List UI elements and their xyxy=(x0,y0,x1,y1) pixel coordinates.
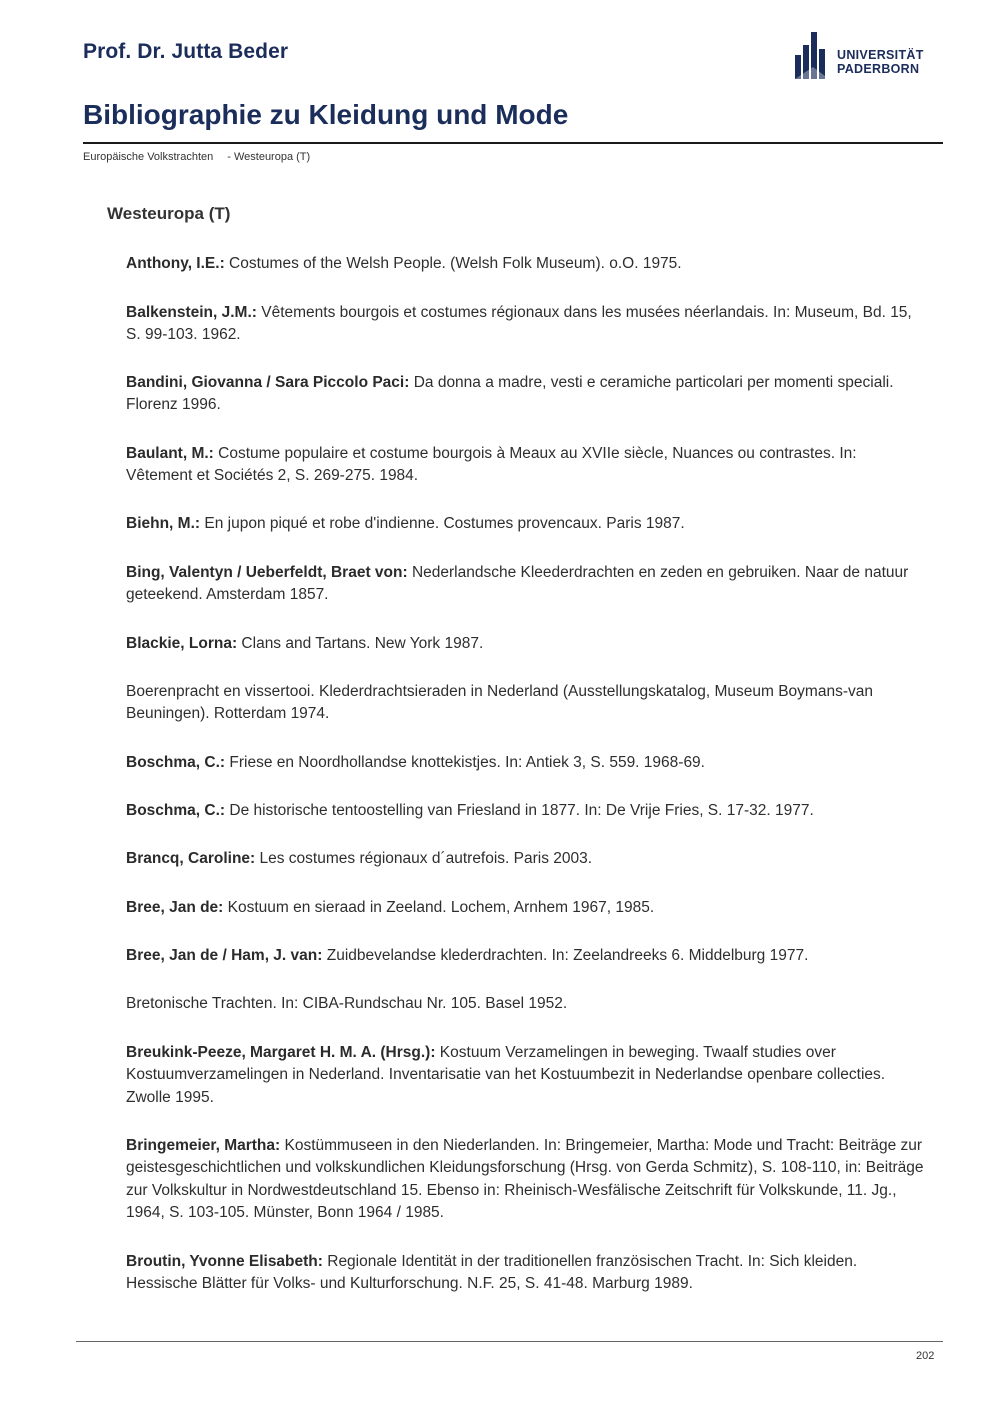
title-divider xyxy=(83,142,943,144)
entry-author: Broutin, Yvonne Elisabeth: xyxy=(126,1253,323,1270)
entry-text: Costumes of the Welsh People. (Welsh Folk Museum). o.O. 1975. xyxy=(224,255,682,272)
bibliography-entry xyxy=(126,513,926,535)
entry-text: Kostuum Verzamelingen in beweging. Twaalf studies over Kostuumverzamelingen in Nederland. Inventarisatie van het Kostuumbezit in Nederlandse openbare collecties. Zwolle 1995. xyxy=(126,1044,886,1106)
bibliography-entry xyxy=(126,1042,926,1109)
bibliography-entry xyxy=(126,562,926,607)
entry-text: De historische tentoostelling van Friesland in 1877. In: De Vrije Fries, S. 17-32. 1977. xyxy=(225,802,814,819)
bibliography-entry xyxy=(126,848,926,870)
entry-author: Biehn, M.: xyxy=(126,515,201,532)
bibliography-entry xyxy=(126,253,926,275)
entry-author: Balkenstein, J.M.: xyxy=(126,304,257,321)
entry-author: Baulant, M.: xyxy=(126,445,214,462)
entry-author: Bandini, Giovanna / Sara Piccolo Paci: xyxy=(126,374,410,391)
bibliography-entry xyxy=(126,443,926,488)
entry-text: En jupon piqué et robe d'indienne. Costumes provencaux. Paris 1987. xyxy=(200,515,685,532)
entry-text: Les costumes régionaux d´autrefois. Paris 2003. xyxy=(255,850,593,867)
section-heading: Westeuropa (T) xyxy=(107,204,231,223)
university-logo xyxy=(793,31,943,81)
entry-author: Anthony, I.E.: xyxy=(126,255,225,272)
entry-text: Friese en Noordhollandse knottekistjes. In: Antiek 3, S. 559. 1968-69. xyxy=(225,754,705,771)
entry-author: Bree, Jan de: xyxy=(126,899,224,916)
entry-text: Bretonische Trachten. In: CIBA-Rundschau Nr. 105. Basel 1952. xyxy=(126,995,568,1012)
entry-author: Brancq, Caroline: xyxy=(126,850,256,867)
entry-author: Blackie, Lorna: xyxy=(126,635,238,652)
logo-line-1: UNIVERSITÄT xyxy=(837,48,924,62)
university-logo-icon xyxy=(793,31,833,81)
bibliography-entry xyxy=(126,633,926,655)
entry-text: Vêtements bourgois et costumes régionaux dans les musées néerlandais. In: Museum, Bd. 15, S. 99-103. 1962. xyxy=(126,304,912,344)
author-name: Prof. Dr. Jutta Beder xyxy=(83,40,289,63)
logo-line-2: PADERBORN xyxy=(837,62,920,76)
entry-text: Clans and Tartans. New York 1987. xyxy=(237,635,484,652)
entry-text: Costume populaire et costume bourgois à Meaux au XVIIe siècle, Nuances ou contrastes. In: Vêtement et Sociétés 2, S. 269-275. 1984. xyxy=(126,445,857,485)
bibliography-entry xyxy=(126,993,926,1015)
entry-author: Breukink-Peeze, Margaret H. M. A. (Hrsg.): xyxy=(126,1044,436,1061)
bibliography-entry xyxy=(126,752,926,774)
breadcrumb xyxy=(83,151,310,163)
page-title: Bibliographie zu Kleidung und Mode xyxy=(83,99,569,130)
entry-text: Kostuum en sieraad in Zeeland. Lochem, Arnhem 1967, 1985. xyxy=(223,899,655,916)
entry-text: Boerenpracht en vissertooi. Klederdrachtsieraden in Nederland (Ausstellungskatalog, Museum Boymans-van Beuningen). Rotterdam 1974. xyxy=(126,683,873,723)
breadcrumb-subcategory: - Westeuropa (T) xyxy=(227,151,311,163)
entry-author: Bringemeier, Martha: xyxy=(126,1137,281,1154)
entry-text: Kostümmuseen in den Niederlanden. In: Bringemeier, Martha: Mode und Tracht: Beiträge zur geistesgeschichtlichen und volkskundlichen Kleidungsforschung (Hrsg. von Gerda Schmitz), S. 108-110, in: Beiträge zur Volkskultur in Nordwestdeutschland 15. Ebenso in: Rheinisch-Wesfälische Zeitschrift für Volkskunde, 11. Jg., 1964, S. 103-105. Münster, Bonn 1964 / 1985. xyxy=(126,1137,924,1221)
bibliography-entry xyxy=(126,681,926,726)
entry-text: Da donna a madre, vesti e ceramiche particolari per momenti speciali. Florenz 1996. xyxy=(126,374,894,414)
entry-text: Zuidbevelandse klederdrachten. In: Zeelandreeks 6. Middelburg 1977. xyxy=(322,947,809,964)
bibliography-entry xyxy=(126,945,926,967)
page-number: 202 xyxy=(916,1350,935,1362)
bibliography-entry xyxy=(126,1135,926,1224)
entry-text: Nederlandsche Kleederdrachten en zeden en gebruiken. Naar de natuur geteekend. Amsterdam 1857. xyxy=(126,564,909,604)
entry-author: Boschma, C.: xyxy=(126,754,226,771)
entry-text: Regionale Identität in der traditionellen französischen Tracht. In: Sich kleiden. Hessische Blätter für Volks- und Kulturforschung. N.F. 25, S. 41-48. Marburg 1989. xyxy=(126,1253,858,1293)
bibliography-entry xyxy=(126,800,926,822)
footer-divider xyxy=(76,1341,943,1342)
bibliography-entry xyxy=(126,897,926,919)
logo-text xyxy=(837,48,924,76)
entry-author: Boschma, C.: xyxy=(126,802,226,819)
breadcrumb-category: Europäische Volkstrachten xyxy=(83,151,214,163)
entry-author: Bree, Jan de / Ham, J. van: xyxy=(126,947,323,964)
bibliography-entry xyxy=(126,302,926,347)
bibliography-entry xyxy=(126,372,926,417)
bibliography-entry xyxy=(126,1251,926,1296)
entry-author: Bing, Valentyn / Ueberfeldt, Braet von: xyxy=(126,564,408,581)
